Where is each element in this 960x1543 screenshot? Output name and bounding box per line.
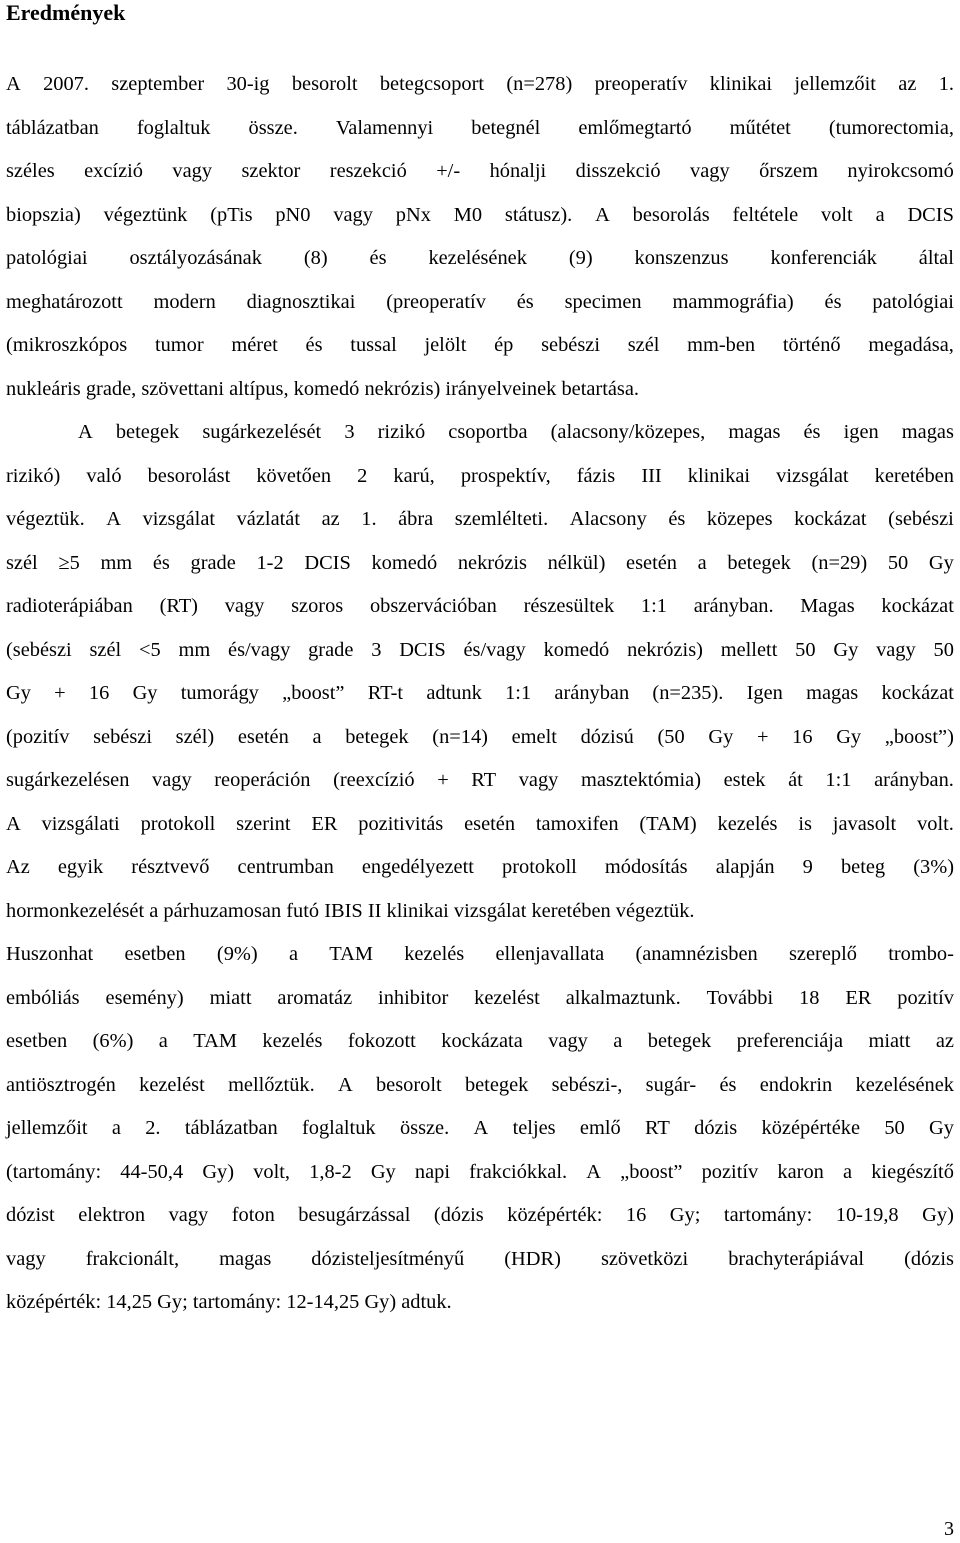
text-line: nukleáris grade, szövettani altípus, komedó nekrózis) irányelveinek betartása. — [6, 377, 640, 400]
text-line: (mikroszkópos tumor méret és tussal jelölt ép sebészi szél mm-ben történő megadása, — [6, 334, 954, 356]
text-line: Huszonhat esetben (9%) a TAM kezelés ellenjavallata (anamnézisben szereplő trombo- — [6, 943, 954, 965]
text-line: vagy frakcionált, magas dózisteljesítményű (HDR) szövetközi brachyterápiával (dózis — [6, 1247, 954, 1270]
text-line: (sebészi szél <5 mm és/vagy grade 3 DCIS és/vagy komedó nekrózis) mellett 50 Gy vagy 50 — [6, 638, 954, 661]
text-line: Gy + 16 Gy tumorágy „boost” RT-t adtunk 1:1 arányban (n=235). Igen magas kockázat — [6, 682, 954, 704]
text-line: patológiai osztályozásának (8) és kezelésének (9) konszenzus konferenciák által — [6, 247, 954, 269]
paragraph-2 — [6, 411, 954, 1325]
text-line: hormonkezelését a párhuzamosan futó IBIS II klinikai vizsgálat keretében végeztük. — [6, 899, 695, 922]
text-line: dózist elektron vagy foton besugárzással (dózis középérték: 16 Gy; tartomány: 10-19,8 Gy) — [6, 1204, 954, 1226]
text-line: A betegek sugárkezelését 3 rizikó csoportba (alacsony/közepes, magas és igen magas — [78, 421, 954, 443]
text-line: esetben (6%) a TAM kezelés fokozott kockázata vagy a betegek preferenciája miatt az — [6, 1030, 954, 1052]
text-line: antiösztrogén kezelést mellőztük. A besorolt betegek sebészi-, sugár- és endokrin kezelésének — [6, 1073, 954, 1096]
text-line: táblázatban foglaltuk össze. Valamennyi betegnél emlőmegtartó műtétet (tumorectomia, — [6, 116, 954, 139]
text-line: jellemzőit a 2. táblázatban foglaltuk össze. A teljes emlő RT dózis középértéke 50 Gy — [6, 1117, 954, 1139]
section-heading: Eredmények — [6, 0, 126, 25]
body-text — [6, 63, 954, 1325]
text-line: Az egyik résztvevő centrumban engedélyezett protokoll módosítás alapján 9 beteg (3%) — [6, 856, 954, 878]
page-number: 3 — [944, 1518, 954, 1540]
text-line: végeztük. A vizsgálat vázlatát az 1. ábra szemlélteti. Alacsony és közepes kockázat (sebészi — [6, 508, 954, 530]
text-line: széles excízió vagy szektor reszekció +/- hónalji disszekció vagy őrszem nyirokcsomó — [6, 160, 954, 182]
text-line: szél ≥5 mm és grade 1-2 DCIS komedó nekrózis nélkül) esetén a betegek (n=29) 50 Gy — [6, 551, 954, 574]
text-line: rizikó) való besorolást követően 2 karú, prospektív, fázis III klinikai vizsgálat keretében — [6, 464, 954, 487]
paragraph-1 — [6, 63, 954, 411]
text-line: A 2007. szeptember 30-ig besorolt betegcsoport (n=278) preoperatív klinikai jellemzőit az 1. — [6, 73, 954, 95]
text-line: középérték: 14,25 Gy; tartomány: 12-14,25 Gy) adtuk. — [6, 1291, 452, 1313]
text-line: (tartomány: 44-50,4 Gy) volt, 1,8-2 Gy napi frakciókkal. A „boost” pozitív karon a kiegészítő — [6, 1160, 954, 1183]
text-line: radioterápiában (RT) vagy szoros obszervációban részesültek 1:1 arányban. Magas kockázat — [6, 595, 954, 617]
text-line: meghatározott modern diagnosztikai (preoperatív és specimen mammográfia) és patológiai — [6, 290, 954, 313]
text-line: biopszia) végeztünk (pTis pN0 vagy pNx M0 státusz). A besorolás feltétele volt a DCIS — [6, 203, 954, 226]
text-line: (pozitív sebészi szél) esetén a betegek (n=14) emelt dózisú (50 Gy + 16 Gy „boost”) — [6, 725, 954, 748]
text-line: embóliás esemény) miatt aromatáz inhibitor kezelést alkalmaztunk. További 18 ER pozitív — [6, 986, 954, 1009]
text-line: sugárkezelésen vagy reoperáción (reexcízió + RT vagy masztektómia) estek át 1:1 arányban. — [6, 769, 954, 791]
text-line: A vizsgálati protokoll szerint ER pozitivitás esetén tamoxifen (TAM) kezelés is javasolt volt. — [6, 812, 954, 835]
